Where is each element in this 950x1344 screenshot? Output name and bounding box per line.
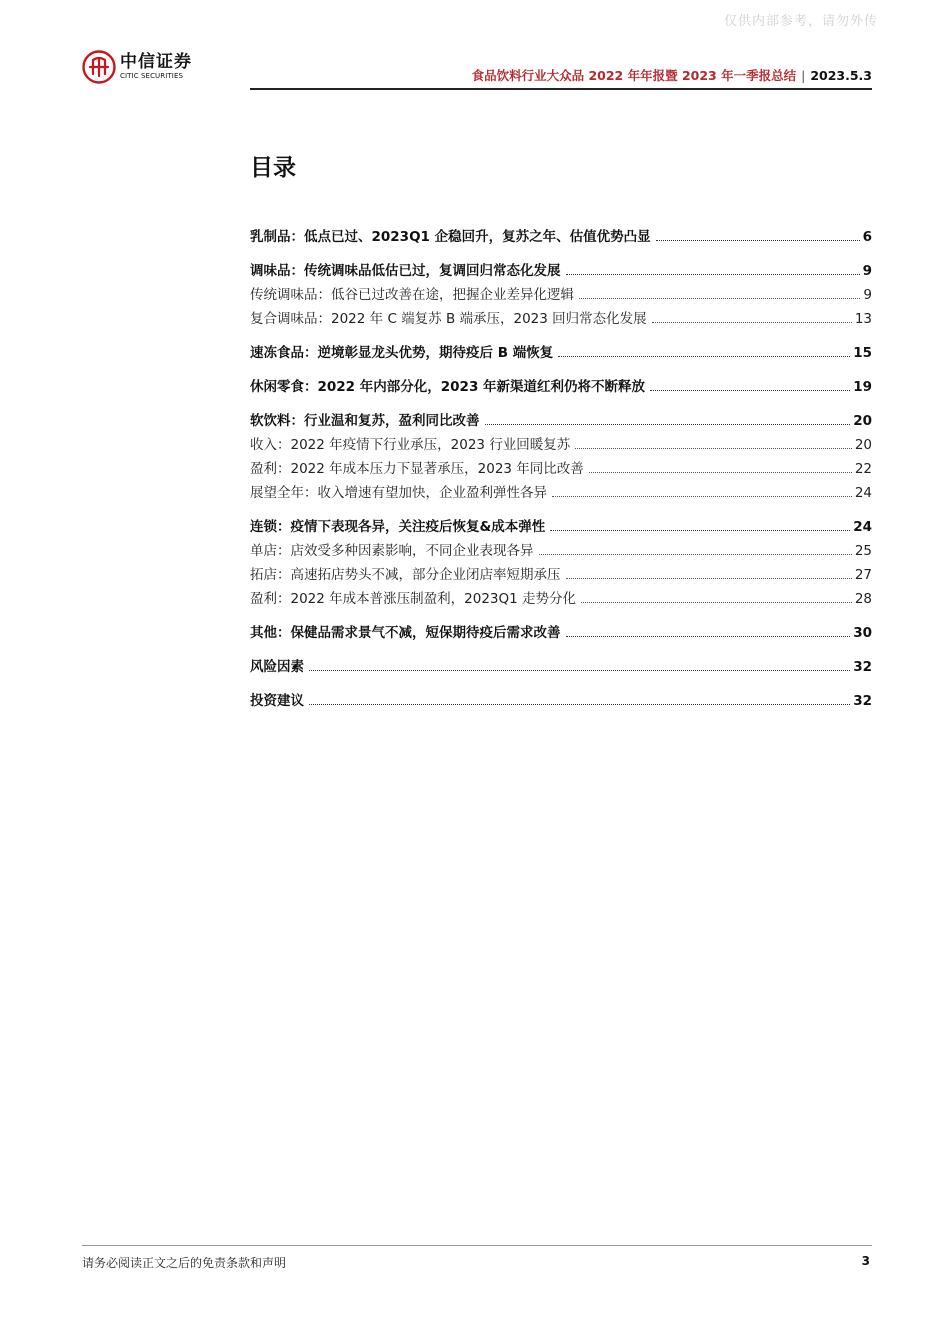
toc-subsection-entry[interactable] <box>250 584 872 608</box>
toc-entry-page: 24 <box>853 519 872 535</box>
citic-logo-icon <box>82 50 116 84</box>
toc-dot-leader <box>566 274 860 275</box>
toc-entry-label: 风险因素 <box>250 659 304 675</box>
toc-entry-page: 24 <box>854 485 872 501</box>
toc-entry-label: 软饮料：行业温和复苏，盈利同比改善 <box>250 413 480 429</box>
toc-entry-label: 调味品：传统调味品低估已过，复调回归常态化发展 <box>250 263 561 279</box>
logo-cn-text: 中信证券 <box>120 52 192 72</box>
toc-subsection-entry[interactable] <box>250 304 872 328</box>
toc-entry-page: 19 <box>853 379 872 395</box>
header-separator: | <box>801 67 806 83</box>
toc-entry-page: 25 <box>854 543 872 559</box>
toc-dot-leader <box>656 240 860 241</box>
toc-section-entry[interactable] <box>250 406 872 430</box>
toc-subsection-entry[interactable] <box>250 454 872 478</box>
toc-dot-leader <box>485 424 851 425</box>
toc-entry-label: 传统调味品：低谷已过改善在途，把握企业差异化逻辑 <box>250 287 574 303</box>
toc-section-entry[interactable] <box>250 256 872 280</box>
toc-entry-page: 20 <box>853 413 872 429</box>
toc-section-entry[interactable] <box>250 222 872 246</box>
toc-subsection-entry[interactable] <box>250 560 872 584</box>
toc-entry-label: 其他：保健品需求景气不减，短保期待疫后需求改善 <box>250 625 561 641</box>
footer-disclaimer: 请务必阅读正文之后的免责条款和声明 <box>82 1256 287 1270</box>
toc-entry-label: 休闲零食：2022 年内部分化，2023 年新渠道红利仍将不断释放 <box>250 379 646 395</box>
toc-section-entry[interactable] <box>250 372 872 396</box>
toc-entry-label: 单店：店效受多种因素影响，不同企业表现各异 <box>250 543 534 559</box>
header-divider <box>250 88 872 90</box>
toc-subsection-entry[interactable] <box>250 478 872 502</box>
toc-entry-label: 速冻食品：逆境彰显龙头优势，期待疫后 B 端恢复 <box>250 345 554 361</box>
toc-dot-leader <box>566 636 851 637</box>
toc-dot-leader <box>558 356 850 357</box>
toc-dot-leader <box>309 670 850 671</box>
toc-section-entry[interactable] <box>250 618 872 642</box>
toc-subsection-entry[interactable] <box>250 280 872 304</box>
toc-subsection-entry[interactable] <box>250 536 872 560</box>
citic-logo <box>82 50 192 84</box>
toc-entry-page: 6 <box>862 229 872 245</box>
toc-entry-label: 盈利：2022 年成本普涨压制盈利，2023Q1 走势分化 <box>250 591 577 607</box>
toc-section-entry[interactable] <box>250 652 872 676</box>
toc-dot-leader <box>575 448 852 449</box>
toc-dot-leader <box>309 704 850 705</box>
toc-entry-page: 30 <box>853 625 872 641</box>
toc-entry-page: 27 <box>854 567 872 583</box>
toc-dot-leader <box>566 578 852 579</box>
toc-entry-label: 乳制品：低点已过、2023Q1 企稳回升，复苏之年、估值优势凸显 <box>250 229 651 245</box>
toc-entry-page: 22 <box>854 461 872 477</box>
toc-section-entry[interactable] <box>250 512 872 536</box>
toc-section-entry[interactable] <box>250 338 872 362</box>
toc-entry-page: 32 <box>853 659 872 675</box>
toc-entry-label: 拓店：高速拓店势头不减，部分企业闭店率短期承压 <box>250 567 561 583</box>
report-header <box>472 66 872 84</box>
toc-entry-page: 28 <box>854 591 872 607</box>
footer-divider <box>82 1245 872 1246</box>
report-title: 食品饮料行业大众品 2022 年年报暨 2023 年一季报总结 <box>471 68 797 83</box>
page-title: 目录 <box>250 155 296 181</box>
toc-entry-label: 投资建议 <box>250 693 304 709</box>
toc-subsection-entry[interactable] <box>250 430 872 454</box>
report-date: 2023.5.3 <box>810 67 872 83</box>
toc-dot-leader <box>550 530 850 531</box>
table-of-contents <box>250 222 872 710</box>
toc-entry-page: 20 <box>854 437 872 453</box>
toc-dot-leader <box>589 472 852 473</box>
toc-dot-leader <box>579 298 860 299</box>
logo-en-text: CITIC SECURITIES <box>120 72 184 80</box>
toc-entry-page: 9 <box>862 263 872 279</box>
toc-dot-leader <box>581 602 852 603</box>
toc-dot-leader <box>652 322 852 323</box>
toc-entry-label: 展望全年：收入增速有望加快，企业盈利弹性各异 <box>250 485 547 501</box>
toc-entry-label: 复合调味品：2022 年 C 端复苏 B 端承压，2023 回归常态化发展 <box>250 311 647 327</box>
toc-entry-page: 15 <box>853 345 872 361</box>
toc-entry-label: 盈利：2022 年成本压力下显著承压，2023 年同比改善 <box>250 461 584 477</box>
page-number: 3 <box>861 1254 870 1268</box>
toc-entry-page: 9 <box>863 287 872 303</box>
toc-dot-leader <box>552 496 852 497</box>
toc-entry-page: 32 <box>853 693 872 709</box>
toc-entry-label: 收入：2022 年疫情下行业承压，2023 行业回暖复苏 <box>250 437 571 453</box>
toc-dot-leader <box>650 390 850 391</box>
toc-dot-leader <box>539 554 852 555</box>
toc-entry-page: 13 <box>854 311 872 327</box>
watermark: 仅供内部参考，请勿外传 <box>723 14 878 29</box>
toc-section-entry[interactable] <box>250 686 872 710</box>
toc-entry-label: 连锁：疫情下表现各异，关注疫后恢复&成本弹性 <box>250 519 546 535</box>
